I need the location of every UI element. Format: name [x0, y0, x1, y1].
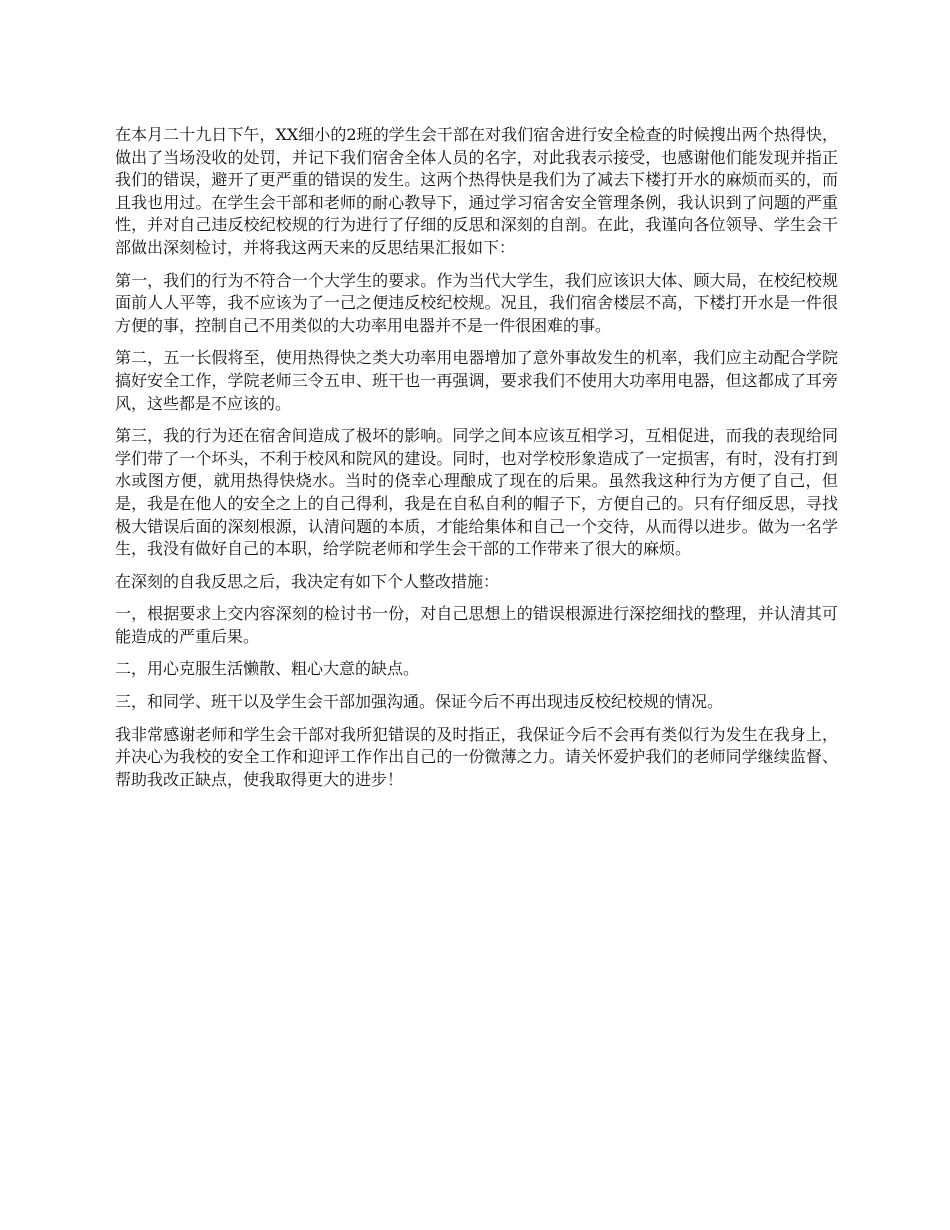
document-body: [115, 124, 838, 801]
paragraph-measure-three: 三，和同学、班干以及学生会干部加强沟通。保证今后不再出现违反校纪校规的情况。: [115, 692, 724, 712]
paragraph-point-two: 第二，五一长假将至，使用热得快之类大功率用电器增加了意外事故发生的机率，我们应主动配合学院搞好安全工作，学院老师三令五申、班干也一再强调，要求我们不使用大功率用电器，但这都成了耳旁风，这些都是不应该的。: [115, 348, 838, 413]
paragraph-point-three: 第三，我的行为还在宿舍间造成了极坏的影响。同学之间本应该互相学习，互相促进，而我的表现给同学们带了一个坏头，不利于校风和院风的建设。同时，也对学校形象造成了一定损害，有时，没有打到水或图方便，就用热得快烧水。当时的侥幸心理酿成了现在的后果。虽然我这种行为方便了自己，但是，我是在他人的安全之上的自己得利，我是在自私自利的帽子下，方便自己的。只有仔细反思，寻找极大错误后面的深刻根源，认清问题的本质，才能给集体和自己一个交待，从而得以进步。做为一名学生，我没有做好自己的本职，给学院老师和学生会干部的工作带来了很大的麻烦。: [115, 426, 838, 559]
paragraph-intro: 在本月二十九日下午，XX细小的2班的学生会干部在对我们宿舍进行安全检查的时候搜出两个热得快，做出了当场没收的处罚，并记下我们宿舍全体人员的名字，对此我表示接受，也感谢他们能发现并指正我们的错误，避开了更严重的错误的发生。这两个热得快是我们为了减去下楼打开水的麻烦而买的，而且我也用过。在学生会干部和老师的耐心教导下，通过学习宿舍安全管理条例，我认识到了问题的严重性，并对自己违反校纪校规的行为进行了仔细的反思和深刻的自剖。在此，我谨向各位领导、学生会干部做出深刻检讨，并将我这两天来的反思结果汇报如下：: [115, 125, 838, 257]
paragraph-measure-one: 一，根据要求上交内容深刻的检讨书一份，对自己思想上的错误根源进行深挖细找的整理，并认清其可能造成的严重后果。: [115, 604, 838, 646]
paragraph-measures-intro: 在深刻的自我反思之后，我决定有如下个人整改措施：: [115, 571, 500, 591]
paragraph-closing: 我非常感谢老师和学生会干部对我所犯错误的及时指正，我保证今后不会再有类似行为发生在我身上，并决心为我校的安全工作和迎评工作作出自己的一份微薄之力。请关怀爱护我们的老师同学继续监督、帮助我改正缺点，使我取得更大的进步！: [115, 724, 838, 789]
paragraph-measure-two: 二，用心克服生活懒散、粗心大意的缺点。: [115, 659, 420, 679]
paragraph-point-one: 第一，我们的行为不符合一个大学生的要求。作为当代大学生，我们应该识大体、顾大局，在校纪校规面前人人平等，我不应该为了一己之便违反校纪校规。况且，我们宿舍楼层不高，下楼打开水是一件很方便的事，控制自己不用类似的大功率用电器并不是一件很困难的事。: [115, 270, 838, 335]
